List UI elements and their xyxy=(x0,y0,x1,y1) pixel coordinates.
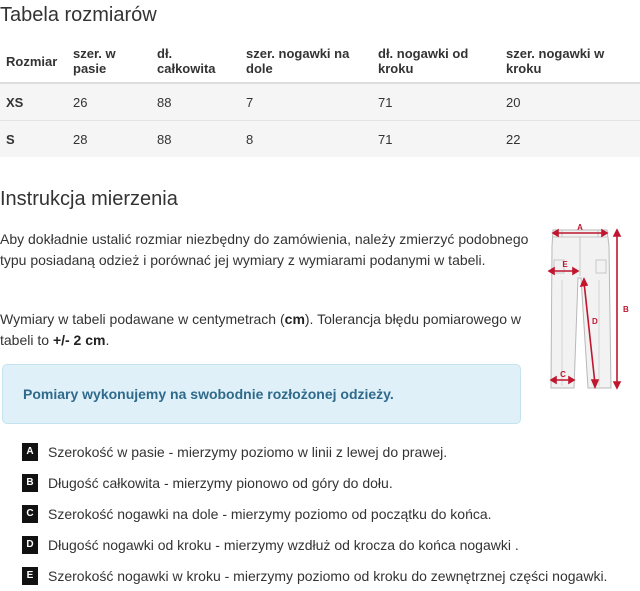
step-text: Szerokość w pasie - mierzymy poziomo w linii z lewej do prawej. xyxy=(48,443,448,460)
step-text: Szerokość nogawki na dole - mierzymy poziomo od początku do końca. xyxy=(48,505,492,522)
table-cell: 71 xyxy=(372,83,500,121)
list-item xyxy=(22,498,632,529)
unit-cm: cm xyxy=(284,311,305,327)
list-item xyxy=(22,529,632,560)
trousers-measurement-diagram xyxy=(540,220,640,400)
instructions-paragraph: Aby dokładnie ustalić rozmiar niezbędny do zamówienia, należy zmierzyć podobnego typu posiadaną odzież i porównać jej wymiary z wymiarami podanymi w tabeli. xyxy=(0,231,529,268)
step-letter-badge: A xyxy=(22,443,38,461)
table-cell: 71 xyxy=(372,121,500,158)
list-item xyxy=(22,467,632,498)
units-text-middle: ). Tolerancja błędu pomiarowego w tabeli to xyxy=(0,311,521,348)
units-paragraph xyxy=(0,309,530,351)
table-cell: 22 xyxy=(500,121,640,158)
step-letter-badge: E xyxy=(22,567,38,585)
size-cell: XS xyxy=(0,83,67,121)
table-cell: 88 xyxy=(151,121,240,158)
list-item xyxy=(22,560,632,591)
table-row xyxy=(0,83,640,121)
size-table-title: Tabela rozmiarów xyxy=(0,4,157,26)
instructions-title: Instrukcja mierzenia xyxy=(0,188,178,210)
size-table-header-row xyxy=(0,38,640,83)
step-letter-badge: B xyxy=(22,474,38,492)
trousers-outline-icon xyxy=(551,230,611,388)
measurement-steps xyxy=(22,436,632,591)
table-cell: 26 xyxy=(67,83,151,121)
step-text: Długość całkowita - mierzymy pionowo od góry do dołu. xyxy=(48,474,393,491)
step-letter-badge: D xyxy=(22,536,38,554)
table-cell: 28 xyxy=(67,121,151,158)
units-text-before: Wymiary w tabeli podawane w centymetrach ( xyxy=(0,311,285,327)
label-a: A xyxy=(577,223,583,232)
table-cell: 20 xyxy=(500,83,640,121)
measure-b-arrow xyxy=(614,230,620,388)
header-hem-width: szer. nogawki na dole xyxy=(240,38,372,83)
tolerance-value: +/- 2 cm xyxy=(52,332,106,348)
step-text: Długość nogawki od kroku - mierzymy wzdłuż od krocza do końca nogawki . xyxy=(48,536,519,553)
table-row xyxy=(0,121,640,158)
table-cell: 88 xyxy=(151,83,240,121)
table-cell: 8 xyxy=(240,121,372,158)
header-total-length: dł. całkowita xyxy=(151,38,240,83)
step-text: Szerokość nogawki w kroku - mierzymy poziomo od kroku do zewnętrznej części nogawki. xyxy=(48,567,608,584)
label-c: C xyxy=(560,370,566,379)
label-d: D xyxy=(592,317,598,326)
size-table xyxy=(0,38,640,157)
label-e: E xyxy=(562,260,568,269)
size-cell: S xyxy=(0,121,67,158)
step-letter-badge: C xyxy=(22,505,38,523)
header-inseam-length: dł. nogawki od kroku xyxy=(372,38,500,83)
header-waist-width: szer. w pasie xyxy=(67,38,151,83)
label-b: B xyxy=(623,305,629,314)
table-cell: 7 xyxy=(240,83,372,121)
units-text-after: . xyxy=(105,332,110,348)
header-crotch-leg-width: szer. nogawki w kroku xyxy=(500,38,640,83)
header-size: Rozmiar xyxy=(0,38,67,83)
measurement-note: Pomiary wykonujemy na swobodnie rozłożonej odzieży. xyxy=(2,364,521,424)
list-item xyxy=(22,436,632,467)
